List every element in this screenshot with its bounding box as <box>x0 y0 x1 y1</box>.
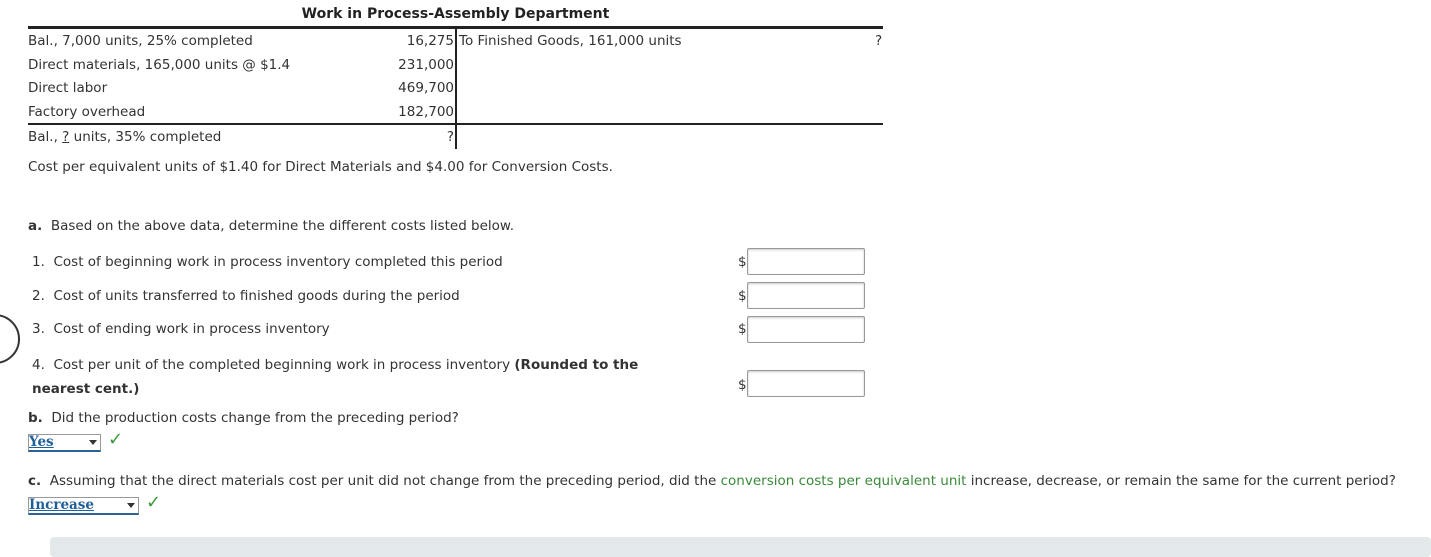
currency: $ <box>738 377 747 393</box>
bold-note: nearest cent.) <box>32 381 140 397</box>
checkmark-icon: ✓ <box>108 429 124 450</box>
term-link[interactable]: conversion costs per equivalent unit <box>720 473 967 489</box>
part-a-prompt <box>28 218 514 234</box>
item-1 <box>32 254 503 270</box>
units: ? <box>62 129 70 145</box>
feedback-panel <box>50 537 1431 557</box>
text: Did the production costs change from the preceding period? <box>51 410 459 426</box>
ending-balance-label <box>28 129 221 145</box>
num: 3. <box>32 321 45 337</box>
text: Assuming that the direct materials cost per unit did not change from the preceding period, did the <box>49 473 721 489</box>
item-3 <box>32 321 330 337</box>
cost-note: Cost per equivalent units of $1.40 for Direct Materials and $4.00 for Conversion Costs. <box>28 159 613 175</box>
currency: $ <box>738 254 747 270</box>
dropdown-arrow-icon <box>89 440 97 445</box>
text: Cost of ending work in process inventory <box>53 321 330 337</box>
text: Cost per unit of the completed beginning work in process inventory <box>53 357 515 373</box>
letter: b. <box>28 410 43 426</box>
credit-label: To Finished Goods, 161,000 units <box>459 33 682 49</box>
answer-input-1[interactable] <box>747 248 865 275</box>
part-b-prompt <box>28 410 459 426</box>
num: 2. <box>32 288 45 304</box>
debit-amount: 16,275 <box>406 33 454 49</box>
debit-label: Bal., 7,000 units, 25% completed <box>28 33 253 49</box>
checkmark-icon: ✓ <box>146 492 162 513</box>
selected-value: Yes <box>29 434 54 450</box>
debit-amount: 182,700 <box>398 104 454 120</box>
answer-input-3[interactable] <box>747 316 865 343</box>
debit-label: Factory overhead <box>28 104 146 120</box>
credit-amount: ? <box>875 33 883 49</box>
text: Based on the above data, determine the different costs listed below. <box>50 218 515 234</box>
currency: $ <box>738 288 747 304</box>
part-b-select[interactable] <box>28 434 101 452</box>
account-title: Work in Process-Assembly Department <box>301 6 610 22</box>
bold-note: (Rounded to the <box>514 357 639 373</box>
answer-input-2[interactable] <box>747 282 865 309</box>
text: Bal., <box>28 129 63 145</box>
letter: a. <box>28 218 43 234</box>
text: increase, decrease, or remain the same for the current period? <box>966 473 1396 489</box>
letter: c. <box>28 473 42 489</box>
text: Cost of units transferred to finished goods during the period <box>53 288 460 304</box>
num: 4. <box>32 357 45 373</box>
currency: $ <box>738 321 747 337</box>
text: Cost of beginning work in process inventory completed this period <box>53 254 503 270</box>
text: units, 35% completed <box>69 129 222 145</box>
num: 1. <box>32 254 45 270</box>
divider <box>28 123 883 125</box>
part-c-prompt <box>28 473 1396 489</box>
t-account-divider <box>455 29 457 149</box>
item-4 <box>32 353 638 401</box>
focus-circle <box>0 314 20 364</box>
debit-amount: 469,700 <box>398 80 454 96</box>
item-2 <box>32 288 460 304</box>
debit-label: Direct labor <box>28 80 108 96</box>
debit-label: Direct materials, 165,000 units @ $1.4 <box>28 57 291 73</box>
selected-value: Increase <box>29 497 94 513</box>
debit-amount: 231,000 <box>398 57 454 73</box>
answer-input-4[interactable] <box>747 370 865 397</box>
ending-amount: ? <box>446 129 454 145</box>
dropdown-arrow-icon <box>127 503 135 508</box>
part-c-select[interactable] <box>28 497 139 515</box>
